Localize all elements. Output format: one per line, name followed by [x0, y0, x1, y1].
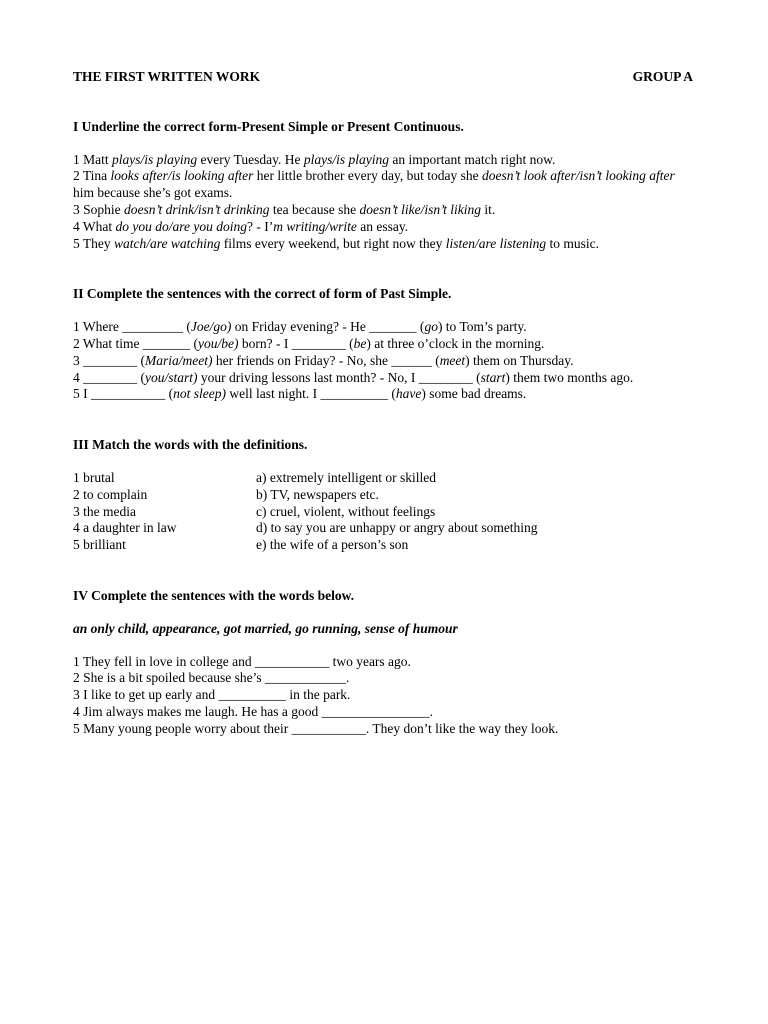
sentence-text: ) them on Thursday. — [465, 352, 574, 368]
section-1-title: I Underline the correct form-Present Simple or Present Continuous. — [73, 118, 464, 134]
sentence-text: her little brother every day, but today she — [253, 168, 482, 184]
sentence-text: well last night. I __________ ( — [226, 386, 396, 402]
sentence-text: 4 What — [73, 218, 116, 234]
verb-hint: not sleep) — [173, 386, 226, 402]
match-row — [73, 470, 693, 487]
sentence-text: 5 I ___________ ( — [73, 386, 174, 402]
sentence-text: 2 Tina — [73, 168, 111, 184]
section-1-sentence-4 — [73, 219, 693, 236]
verb-option: listen/are listening — [445, 235, 547, 251]
section-2-sentence-1 — [73, 319, 693, 336]
verb-hint: Joe/go) — [190, 319, 232, 335]
verb-option: doesn’t drink/isn’t drinking — [124, 201, 270, 217]
section-2-sentence-4 — [73, 370, 693, 387]
sentence-text: 1 Matt — [73, 151, 112, 167]
worksheet-title: THE FIRST WRITTEN WORK — [73, 69, 261, 84]
match-word: 2 to complain — [73, 486, 148, 502]
section-1 — [73, 119, 693, 253]
section-1-sentence-5 — [73, 236, 693, 253]
section-1-sentence-3 — [73, 202, 693, 219]
verb-hint: start — [480, 369, 506, 385]
match-row — [73, 537, 693, 554]
sentence-text: every Tuesday. He — [197, 151, 304, 167]
word-bank: an only child, appearance, got married, go running, sense of humour — [73, 620, 458, 636]
sentence-text: ? - I’ — [246, 218, 274, 234]
match-word: 5 brilliant — [73, 537, 126, 553]
section-2-title: II Complete the sentences with the correct of form of Past Simple. — [73, 286, 452, 302]
sentence-text: 3 ________ ( — [73, 352, 145, 368]
sentence-text: your driving lessons last month? - No, I ________ ( — [197, 369, 481, 385]
verb-option: doesn’t like/isn’t liking — [359, 201, 481, 217]
section-4-sentence-1: 1 They fell in love in college and ___________ two years ago. — [73, 653, 411, 669]
verb-hint: go — [424, 319, 438, 335]
section-2-sentence-5 — [73, 386, 693, 403]
sentence-text: 4 ________ ( — [73, 369, 145, 385]
sentence-text: ) them two months ago. — [505, 369, 634, 385]
match-definition: a) extremely intelligent or skilled — [256, 469, 436, 485]
sentence-text: films every weekend, but right now they — [220, 235, 446, 251]
verb-hint: be — [353, 335, 367, 351]
sentence-text: 2 What time _______ ( — [73, 335, 198, 351]
verb-hint: have — [395, 386, 422, 402]
match-row — [73, 520, 693, 537]
match-word: 1 brutal — [73, 469, 115, 485]
verb-option: looks after/is looking after — [110, 168, 254, 184]
sentence-text: it. — [480, 201, 496, 217]
sentence-text: tea because she — [269, 201, 360, 217]
match-row — [73, 504, 693, 521]
sentence-text: ) to Tom’s party. — [437, 319, 527, 335]
verb-hint: you/start) — [145, 369, 198, 385]
section-4-sentence-2: 2 She is a bit spoiled because she’s ____________. — [73, 670, 350, 686]
verb-option: do you do/are you doing — [115, 218, 247, 234]
verb-hint: you/be) — [197, 335, 239, 351]
verb-option: plays/is playing — [303, 151, 389, 167]
sentence-text: an essay. — [356, 218, 409, 234]
section-1-sentence-1 — [73, 152, 693, 169]
group-label: GROUP A — [632, 69, 693, 84]
verb-option: watch/are watching — [114, 235, 221, 251]
section-4-sentence-3: 3 I like to get up early and __________ in the park. — [73, 687, 351, 703]
section-2-sentence-2 — [73, 336, 693, 353]
match-definition: e) the wife of a person’s son — [256, 537, 409, 553]
section-4-sentence-4: 4 Jim always makes me laugh. He has a good ________________. — [73, 703, 433, 719]
sentence-text: her friends on Friday? - No, she ______ ( — [212, 352, 440, 368]
section-4 — [73, 588, 693, 738]
match-row — [73, 487, 693, 504]
section-2 — [73, 286, 693, 403]
sentence-text: on Friday evening? - He _______ ( — [231, 319, 425, 335]
section-1-sentence-2 — [73, 168, 693, 202]
section-3 — [73, 437, 693, 554]
verb-option: m writing/write — [273, 218, 357, 234]
sentence-text: 3 Sophie — [73, 201, 125, 217]
verb-option: plays/is playing — [112, 151, 198, 167]
sentence-text: an important match right now. — [388, 151, 556, 167]
match-word: 4 a daughter in law — [73, 520, 177, 536]
verb-hint: Maria/meet) — [145, 352, 213, 368]
verb-hint: meet — [439, 352, 466, 368]
section-2-sentence-3 — [73, 353, 693, 370]
sentence-text: ) at three o’clock in the morning. — [366, 335, 545, 351]
worksheet-page — [73, 69, 693, 771]
sentence-text: to music. — [546, 235, 599, 251]
verb-option: doesn’t look after/isn’t looking after — [481, 168, 675, 184]
section-4-title: IV Complete the sentences with the words below. — [73, 587, 354, 603]
worksheet-header — [73, 69, 693, 86]
sentence-text: 5 They — [73, 235, 114, 251]
sentence-text: ) some bad dreams. — [421, 386, 527, 402]
match-word: 3 the media — [73, 503, 136, 519]
sentence-text: him because she’s got exams. — [73, 185, 233, 201]
sentence-text: 1 Where _________ ( — [73, 319, 191, 335]
match-definition: d) to say you are unhappy or angry about something — [256, 520, 538, 536]
section-3-title: III Match the words with the definitions. — [73, 437, 308, 453]
sentence-text: born? - I ________ ( — [238, 335, 354, 351]
match-definition: b) TV, newspapers etc. — [256, 486, 379, 502]
section-4-sentence-5: 5 Many young people worry about their ___________. They don’t like the way they look. — [73, 720, 559, 736]
match-definition: c) cruel, violent, without feelings — [256, 503, 436, 519]
